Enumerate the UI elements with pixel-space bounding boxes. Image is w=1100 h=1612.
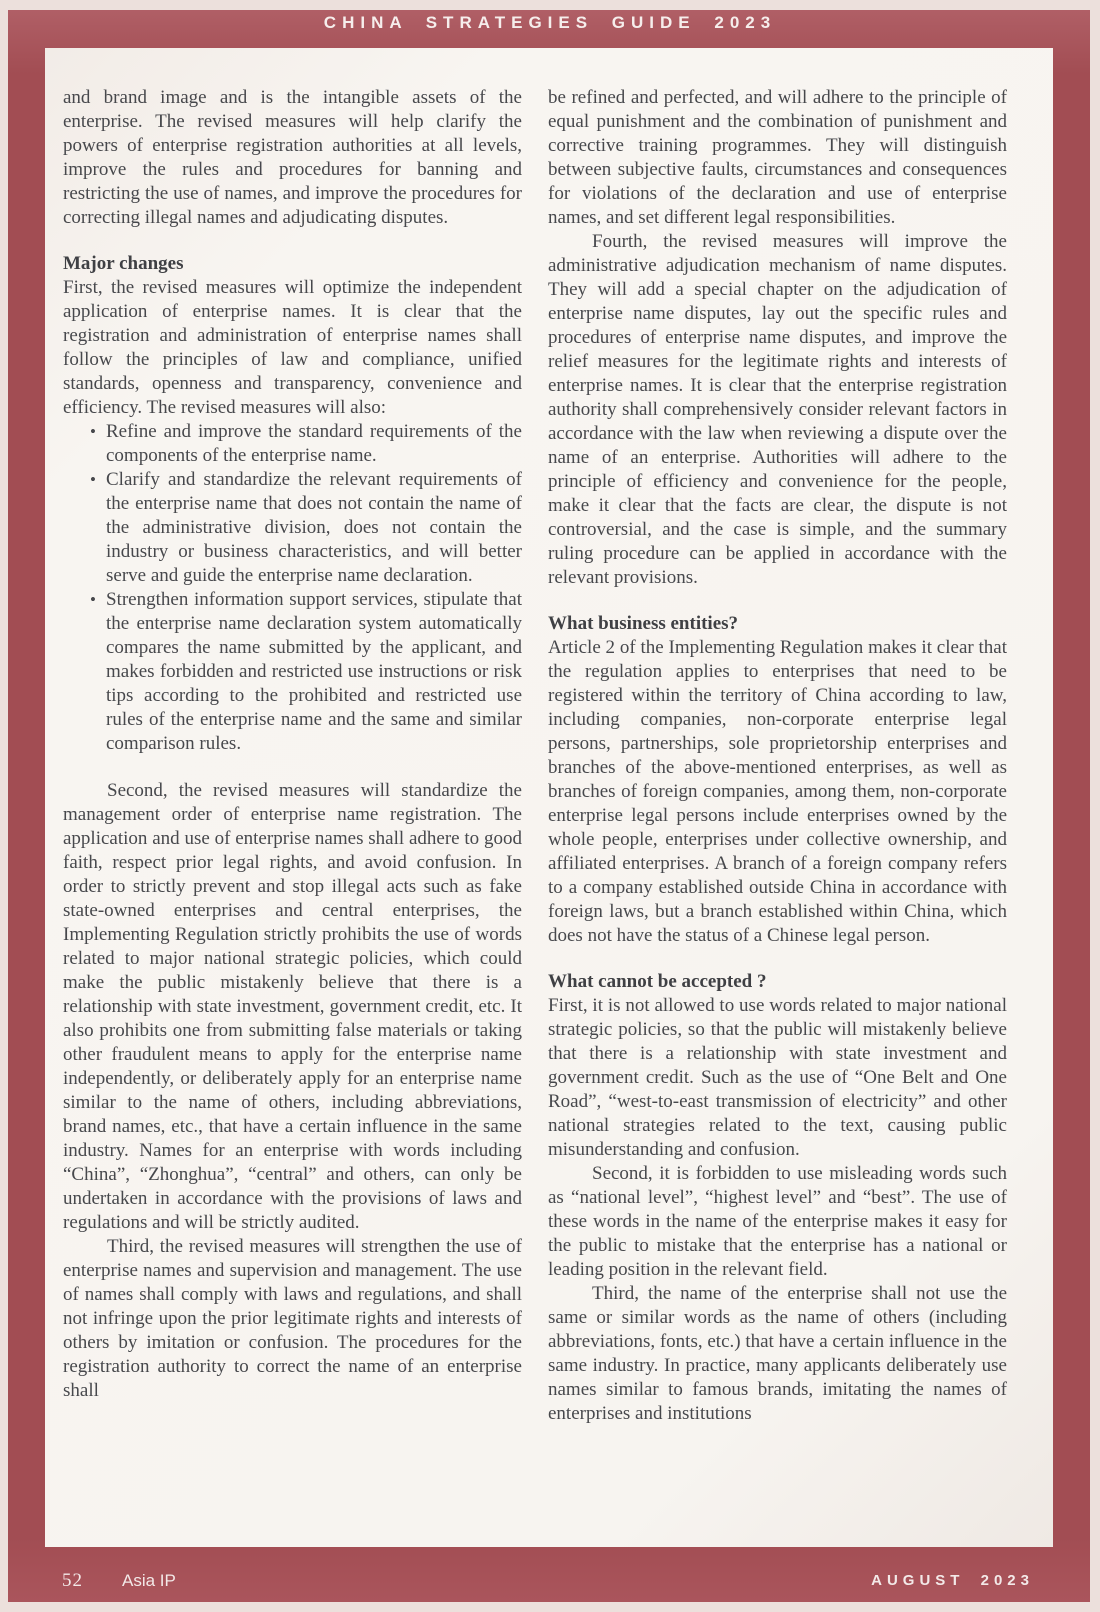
bullet-item (106, 468, 522, 588)
two-column-content (63, 86, 1007, 1426)
continued-paragraph: be refined and perfected, and will adhere to the principle of equal punishment and the combination of punishment and corrective training programmes. They will distinguish between subjective faults, circumstances and consequences for violations of the declaration and use of enterprise names, and set different legal responsibilities. (548, 87, 1007, 228)
bullet-item (106, 588, 522, 756)
cannot-accepted-heading: What cannot be accepted ? (548, 971, 767, 992)
cannot-third-paragraph: Third, the name of the enterprise shall not use the same or similar words as the name of others (including abbreviations, fonts, etc.) that have a certain influence in the same industry. In practice, many applicants deliberately use names similar to famous brands, imitating the names of enterprises and institutions (548, 1283, 1007, 1424)
second-change-paragraph: Second, the revised measures will standardize the management order of enterprise name registration. The application and use of enterprise names shall adhere to good faith, respect prior legal rights, and avoid confusion. In order to strictly prevent and stop illegal acts such as fake state-owned enterprises and central enterprises, the Implementing Regulation strictly prohibits the use of words related to major national strategic policies, which could make the public mistakenly believe that there is a relationship with state investment, government credit, etc. It also prohibits one from submitting false materials or taking other fraudulent means to apply for the enterprise name independently, or deliberately apply for an enterprise name similar to the name of others, including abbreviations, brand names, etc., that have a certain influence in the same industry. Names for an enterprise with words including “China”, “Zhonghua”, “central” and others, can only be undertaken in accordance with the provisions of laws and regulations and will be strictly audited. (63, 780, 522, 1233)
bullet-item-text: Refine and improve the standard requirements of the components of the enterprise name. (106, 421, 522, 466)
third-change-paragraph: Third, the revised measures will strengthen the use of enterprise names and supervision and management. The use of names shall comply with laws and regulations, and shall not infringe upon the prior legitimate rights and interests of others by imitation or confusion. The procedures for the registration authority to correct the name of an enterprise shall (63, 1236, 522, 1401)
bullet-item (106, 420, 522, 468)
publication-name: Asia IP (122, 1571, 176, 1590)
page-footer (0, 1566, 1100, 1602)
bullet-list (63, 420, 522, 756)
cannot-second-paragraph: Second, it is forbidden to use misleading words such as “national level”, “highest level” and “best”. The use of these words in the name of the enterprise makes it easy for the public to mistake that the enterprise has a national or leading position in the relevant field. (548, 1163, 1007, 1280)
page-sheet (45, 48, 1053, 1547)
bullet-item-text: Strengthen information support services, stipulate that the enterprise name declaration system automatically compares the name submitted by the applicant, and makes forbidden and restricted use instructions or risk tips according to the prohibited and restricted use rules of the enterprise name and the same and similar comparison rules. (106, 589, 522, 754)
page-title: CHINA STRATEGIES GUIDE 2023 (323, 13, 777, 32)
major-changes-heading: Major changes (63, 253, 184, 274)
fourth-change-paragraph: Fourth, the revised measures will improve the administrative adjudication mechanism of name disputes. They will add a special chapter on the adjudication of enterprise name disputes, lay out the specific rules and procedures of enterprise name disputes, and improve the relief measures for the legitimate rights and interests of enterprise names. It is clear that the enterprise registration authority shall comprehensively consider relevant factors in accordance with the law when reviewing a dispute over the name of an enterprise. Authorities will adhere to the principle of efficiency and convenience for the people, make it clear that the facts are clear, the dispute is not controversial, and the case is simple, and the summary ruling procedure can be applied in accordance with the relevant provisions. (548, 231, 1007, 588)
bullet-item-text: Clarify and standardize the relevant requirements of the enterprise name that does not contain the name of the administrative division, does not contain the industry or business characteristics, and will better serve and guide the enterprise name declaration. (106, 469, 522, 586)
issue-date: AUGUST 2023 (871, 1572, 1034, 1589)
cannot-first-paragraph: First, it is not allowed to use words related to major national strategic policies, so that the public will mistakenly believe that there is a relationship with state investment and government credit. Such as the use of “One Belt and One Road”, “west-to-east transmission of electricity” and other national strategies related to the text, causing public misunderstanding and confusion. (548, 995, 1007, 1160)
business-entities-paragraph: Article 2 of the Implementing Regulation makes it clear that the regulation applies to enterprises that need to be registered within the territory of China according to law, including companies, non-corporate enterprise legal persons, partnerships, sole proprietorship enterprises and branches of the above-mentioned enterprises, as well as branches of foreign companies, among them, non-corporate enterprise legal persons include enterprises owned by the whole people, enterprises under collective ownership, and affiliated enterprises. A branch of a foreign company refers to a company established outside China in accordance with foreign laws, but a branch established within China, which does not have the status of a Chinese legal person. (548, 637, 1007, 946)
business-entities-heading: What business entities? (548, 613, 739, 634)
intro-paragraph: and brand image and is the intangible assets of the enterprise. The revised measures will help clarify the powers of enterprise registration authorities at all levels, improve the rules and procedures for banning and restricting the use of names, and improve the procedures for correcting illegal names and adjudicating disputes. (63, 87, 522, 228)
left-column (63, 86, 522, 1426)
right-column (548, 86, 1007, 1426)
first-change-paragraph: First, the revised measures will optimize the independent application of enterprise names. It is clear that the registration and administration of enterprise names shall follow the principles of law and compliance, unified standards, openness and transparency, convenience and efficiency. The revised measures will also: (63, 277, 522, 418)
page-number: 52 (62, 1570, 83, 1591)
